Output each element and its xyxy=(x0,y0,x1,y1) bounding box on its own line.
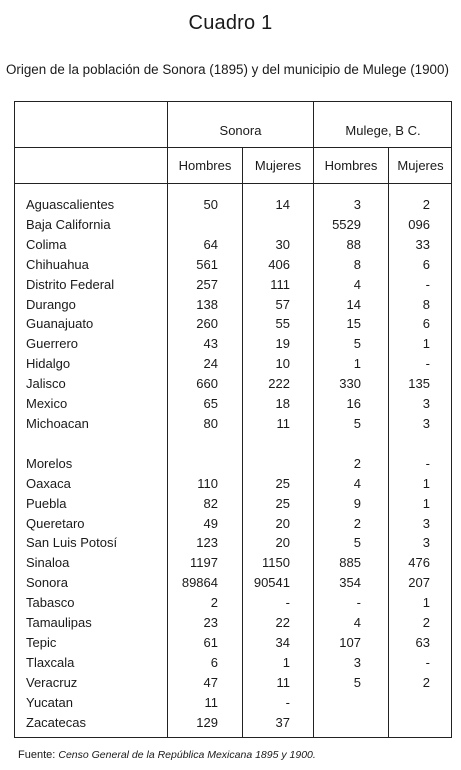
state-name: San Luis Potosí xyxy=(26,535,118,551)
table-cell: 90541 xyxy=(253,575,290,591)
table-cell: 14 xyxy=(346,296,361,312)
table-cell: 5 xyxy=(353,535,361,551)
footer-label: Fuente: xyxy=(18,749,56,761)
state-name: Chihuahua xyxy=(26,256,89,272)
table-cell: 1 xyxy=(422,495,430,511)
table-cell: 61 xyxy=(203,634,218,650)
table-row xyxy=(0,514,461,534)
table-cell: 111 xyxy=(270,276,290,292)
table-cell: 354 xyxy=(339,575,361,591)
table-cell: 257 xyxy=(196,276,218,292)
table-cell: 476 xyxy=(408,555,430,571)
table-row xyxy=(0,533,461,553)
table-cell: 1 xyxy=(353,356,361,372)
table-cell: 107 xyxy=(339,634,361,650)
table-cell: 8 xyxy=(422,296,430,312)
table-cell: 11 xyxy=(276,674,290,690)
table-cell: 65 xyxy=(203,396,218,411)
table-cell: 2 xyxy=(210,595,218,611)
table-cell: 561 xyxy=(196,256,218,272)
state-name: Puebla xyxy=(26,495,67,511)
state-name: Tabasco xyxy=(26,595,75,611)
table-cell: 1197 xyxy=(190,555,218,571)
table-cell: 330 xyxy=(339,376,361,392)
table-cell: 3 xyxy=(422,396,430,411)
table-cell: 138 xyxy=(196,296,218,312)
table-cell: - xyxy=(285,694,290,710)
table-cell: 16 xyxy=(346,396,361,411)
table-cell: 24 xyxy=(203,356,218,372)
table-cell: 4 xyxy=(353,615,361,630)
state-name: Oaxaca xyxy=(26,475,71,491)
table-cell: 47 xyxy=(203,674,218,690)
state-name: Tamaulipas xyxy=(26,615,92,630)
table-cell: 5 xyxy=(353,674,361,690)
table-cell: 33 xyxy=(415,236,430,252)
table-cell: - xyxy=(285,595,290,611)
table-cell: 1 xyxy=(422,336,430,352)
page-title: Cuadro 1 xyxy=(188,12,273,34)
table-cell: 2 xyxy=(353,455,361,471)
table-row xyxy=(0,494,461,514)
state-name: Queretaro xyxy=(26,515,85,531)
table-cell: 2 xyxy=(422,674,430,690)
column-header: Hombres xyxy=(324,158,378,173)
table-row xyxy=(0,474,461,494)
table-cell: 11 xyxy=(276,415,290,431)
column-header: Hombres xyxy=(178,158,232,173)
table-cell: 49 xyxy=(203,515,218,531)
table-cell: 1 xyxy=(422,475,430,491)
table-cell: 25 xyxy=(275,495,290,511)
table-cell: 22 xyxy=(275,615,290,630)
table-cell: 4 xyxy=(353,276,361,292)
table-cell: - xyxy=(425,455,430,471)
table-row xyxy=(0,414,461,434)
table-row xyxy=(0,215,461,235)
table-cell: 10 xyxy=(275,356,290,372)
state-name: Hidalgo xyxy=(26,356,71,372)
group-header-sonora: Sonora xyxy=(219,123,262,138)
state-name: Zacatecas xyxy=(26,714,86,730)
state-name: Distrito Federal xyxy=(26,276,115,292)
table-cell: 3 xyxy=(353,197,361,212)
table-subtitle: Origen de la población de Sonora (1895) y del municipio de Mulege (1900) xyxy=(6,62,449,77)
table-row xyxy=(0,593,461,613)
table-row xyxy=(0,653,461,673)
table-row xyxy=(0,235,461,255)
table-cell: 9 xyxy=(353,495,361,511)
table-cell: - xyxy=(356,595,361,611)
table-cell: 8 xyxy=(353,256,361,272)
table-row xyxy=(0,394,461,414)
table-cell: 2 xyxy=(353,515,361,531)
table-cell: - xyxy=(425,356,430,372)
state-name: Yucatan xyxy=(26,694,73,710)
state-name: Michoacan xyxy=(26,415,89,431)
state-name: Morelos xyxy=(26,455,73,471)
state-name: Sinaloa xyxy=(26,555,70,571)
table-cell: 6 xyxy=(210,654,218,670)
table-row xyxy=(0,195,461,215)
table-cell: 20 xyxy=(275,535,290,551)
table-cell: 88 xyxy=(346,236,361,252)
state-name: Colima xyxy=(26,236,67,252)
table-cell: 3 xyxy=(422,535,430,551)
column-header: Mujeres xyxy=(254,158,302,173)
table-row xyxy=(0,633,461,653)
table-cell: 3 xyxy=(422,515,430,531)
table-row xyxy=(0,553,461,573)
table-cell: 6 xyxy=(422,316,430,332)
table-row xyxy=(0,673,461,693)
table-row xyxy=(0,275,461,295)
table-cell: 11 xyxy=(204,694,218,710)
table-cell: 6 xyxy=(422,256,430,272)
table-cell: 222 xyxy=(268,376,290,392)
table-cell: 89864 xyxy=(181,575,218,591)
state-name: Jalisco xyxy=(26,376,66,392)
header-rule xyxy=(14,147,452,148)
table-cell: - xyxy=(425,654,430,670)
table-cell: 37 xyxy=(275,714,290,730)
table-cell: 885 xyxy=(339,555,361,571)
table-cell: 3 xyxy=(422,415,430,431)
table-cell: 15 xyxy=(346,316,361,332)
table-cell: 129 xyxy=(196,714,218,730)
table-row xyxy=(0,314,461,334)
table-row xyxy=(0,255,461,275)
table-cell: 30 xyxy=(275,236,290,252)
table-cell: 50 xyxy=(203,197,218,212)
table-cell: 23 xyxy=(203,615,218,630)
state-name: Mexico xyxy=(26,396,68,411)
table-cell: 096 xyxy=(408,216,430,232)
state-name: Tlaxcala xyxy=(26,654,75,670)
table-cell: 123 xyxy=(196,535,218,551)
state-name: Guerrero xyxy=(26,336,79,352)
table-cell: 82 xyxy=(203,495,218,511)
table-cell: 55 xyxy=(275,316,290,332)
table-cell: 57 xyxy=(275,296,290,312)
state-name: Tepic xyxy=(26,634,57,650)
column-header-rule xyxy=(14,183,452,184)
table-row xyxy=(0,354,461,374)
group-header-mulege: Mulege, B C. xyxy=(345,123,421,138)
table-row xyxy=(0,374,461,394)
table-cell: 660 xyxy=(196,376,218,392)
table-cell: 5 xyxy=(353,336,361,352)
table-cell: 18 xyxy=(275,396,290,411)
table-cell: 14 xyxy=(275,197,290,212)
state-name: Baja California xyxy=(26,216,111,232)
table-cell: 80 xyxy=(203,415,218,431)
table-cell: 1 xyxy=(282,654,290,670)
table-cell: 2 xyxy=(422,615,430,630)
table-cell: 135 xyxy=(408,376,430,392)
table-row xyxy=(0,573,461,593)
state-name: Guanajuato xyxy=(26,316,94,332)
table-cell: 1 xyxy=(422,595,430,611)
table-row xyxy=(0,693,461,713)
table-cell: 4 xyxy=(353,475,361,491)
table-cell: 207 xyxy=(408,575,430,591)
table-cell: 25 xyxy=(275,475,290,491)
state-name: Durango xyxy=(26,296,76,312)
table-cell: 63 xyxy=(415,634,430,650)
state-name: Veracruz xyxy=(26,674,78,690)
footer-note xyxy=(18,749,316,761)
column-header: Mujeres xyxy=(397,158,444,173)
table-cell: 20 xyxy=(275,515,290,531)
table-cell: 34 xyxy=(275,634,290,650)
state-name: Aguascalientes xyxy=(26,197,115,212)
table-cell: 19 xyxy=(275,336,290,352)
state-name: Sonora xyxy=(26,575,68,591)
table-cell: 3 xyxy=(353,654,361,670)
table-cell: 5529 xyxy=(332,216,361,232)
table-cell: 2 xyxy=(422,197,430,212)
footer-source: Censo General de la República Mexicana 1895 y 1900. xyxy=(58,749,316,761)
table-cell: 1150 xyxy=(262,555,290,571)
table-cell: 110 xyxy=(197,475,218,491)
table-cell: 43 xyxy=(203,336,218,352)
table-row xyxy=(0,334,461,354)
table-row xyxy=(0,295,461,315)
table-cell: 5 xyxy=(353,415,361,431)
table-cell: - xyxy=(425,276,430,292)
table-row xyxy=(0,713,461,733)
table-cell: 260 xyxy=(196,316,218,332)
table-cell: 406 xyxy=(268,256,290,272)
table-row xyxy=(0,613,461,633)
table-row xyxy=(0,454,461,474)
table-cell: 64 xyxy=(203,236,218,252)
